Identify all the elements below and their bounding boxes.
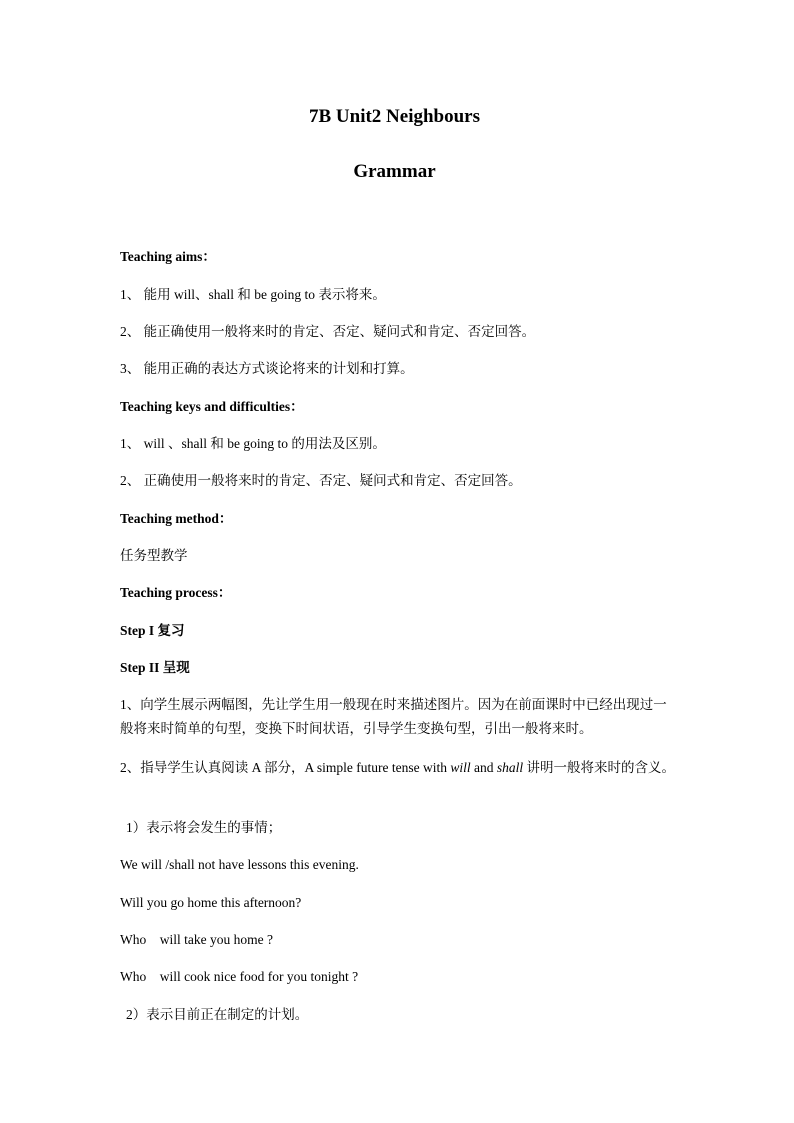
keys-item: 2、 正确使用一般将来时的肯定、否定、疑问式和肯定、否定回答。 [120, 473, 522, 488]
document-subtitle: Grammar [353, 161, 436, 182]
step-1-heading: Step I 复习 [120, 623, 185, 638]
paragraph-text: and [470, 760, 497, 775]
process-heading: Teaching process： [120, 585, 232, 600]
aims-item: 1、 能用 will、shall 和 be going to 表示将来。 [120, 287, 386, 302]
step-2-heading: Step II 呈现 [120, 660, 190, 675]
example-sentence: Will you go home this afternoon? [120, 895, 302, 910]
keys-item: 1、 will 、shall 和 be going to 的用法及区别。 [120, 436, 386, 451]
aims-item: 2、 能正确使用一般将来时的肯定、否定、疑问式和肯定、否定回答。 [120, 324, 536, 339]
usage-2-heading: 2）表示目前正在制定的计划。 [126, 1007, 309, 1022]
usage-1-heading: 1）表示将会发生的事情； [126, 820, 282, 835]
keyword-will: will [450, 760, 471, 775]
example-sentence: We will /shall not have lessons this evening. [120, 857, 359, 872]
keyword-shall: shall [496, 760, 524, 775]
aims-item: 3、 能用正确的表达方式谈论将来的计划和打算。 [120, 361, 414, 376]
document-title: 7B Unit2 Neighbours [308, 106, 481, 127]
paragraph-text: 2、指导学生认真阅读 A 部分，A simple future tense with [120, 760, 451, 775]
paragraph-text: 讲明一般将来时的含义。 [523, 760, 676, 775]
method-heading: Teaching method： [120, 511, 233, 526]
method-value: 任务型教学 [120, 548, 188, 563]
example-sentence: Who will take you home ? [120, 932, 273, 947]
aims-heading: Teaching aims： [120, 249, 216, 264]
step-2-paragraph-1: 1、向学生展示两幅图，先让学生用一般现在时来描述图片。因为在前面课时中已经出现过一般将来时简单的句型，变换下时间状语，引导学生变换句型，引出一般将来时。 [120, 697, 667, 736]
step-2-paragraph-2 [120, 756, 680, 780]
example-sentence: Who will cook nice food for you tonight ? [120, 969, 359, 984]
keys-heading: Teaching keys and difficulties： [120, 399, 304, 414]
